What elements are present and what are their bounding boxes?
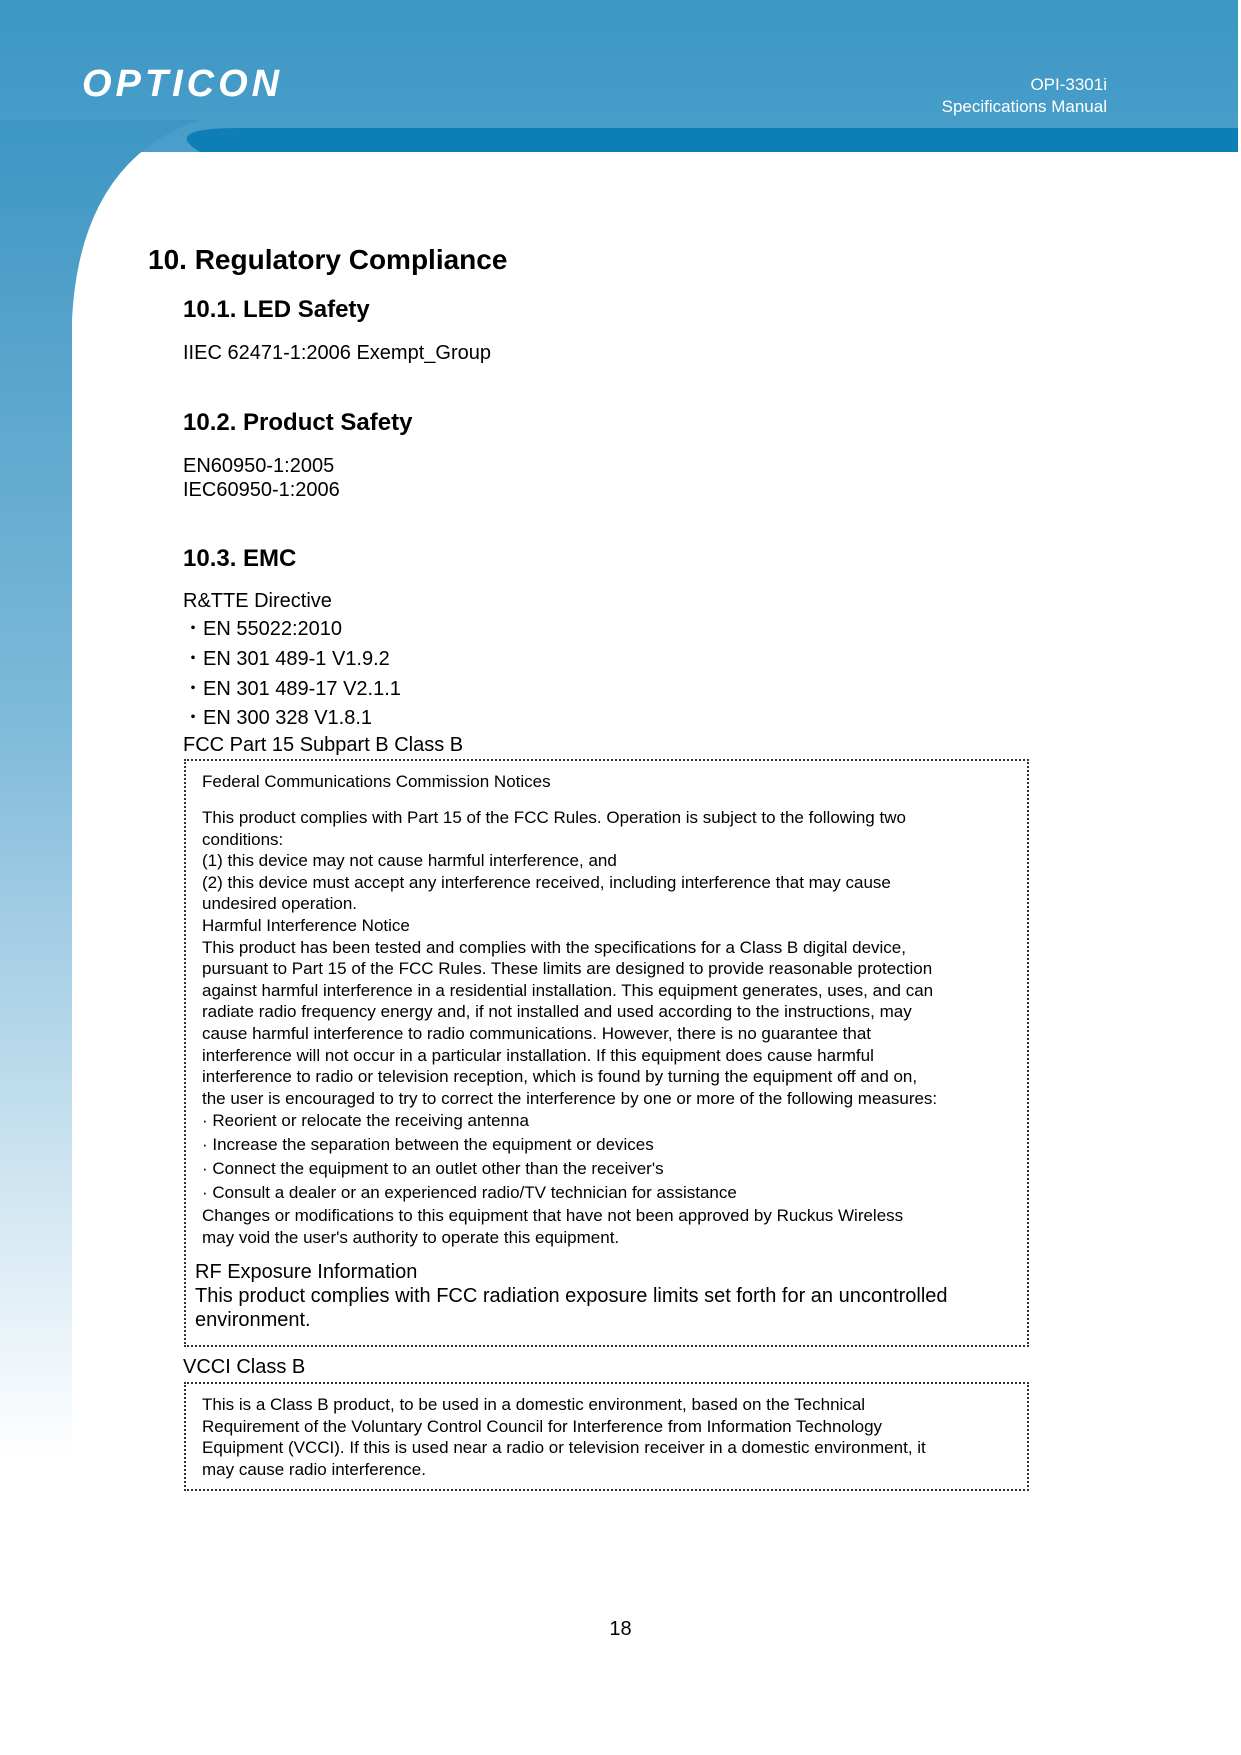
emc-standard-item: ・EN 300 328 V1.8.1 bbox=[183, 707, 373, 729]
fcc-box-title: Federal Communications Commission Notices bbox=[202, 772, 551, 791]
fcc-box-line: interference will not occur in a particular installation. If this equipment does cause harmful bbox=[202, 1045, 874, 1065]
fcc-measure: · Increase the separation between the equipment or devices bbox=[202, 1135, 654, 1154]
fcc-box-line: (2) this device must accept any interference received, including interference that may cause bbox=[202, 872, 891, 892]
emc-standard-item: ・EN 301 489-17 V2.1.1 bbox=[183, 678, 401, 700]
fcc-measure: · Reorient or relocate the receiving antenna bbox=[202, 1111, 529, 1130]
led-safety-heading: 10.1. LED Safety bbox=[183, 296, 370, 323]
vcci-line: This is a Class B product, to be used in a domestic environment, based on the Technical bbox=[202, 1395, 866, 1414]
svg-text:OPTICON: OPTICON bbox=[82, 64, 284, 102]
doc-title: Specifications Manual bbox=[941, 97, 1107, 116]
rf-exposure-line: This product complies with FCC radiation exposure limits set forth for an uncontrolled bbox=[195, 1285, 948, 1307]
fcc-box-line: conditions: bbox=[202, 829, 284, 849]
product-safety-line: IEC60950-1:2006 bbox=[183, 479, 340, 501]
fcc-box-line: radiate radio frequency energy and, if not installed and used according to the instructions, may bbox=[202, 1002, 912, 1022]
emc-standard-item: ・EN 55022:2010 bbox=[183, 618, 343, 640]
fcc-box-line: This product has been tested and complies with the specifications for a Class B digital device, bbox=[202, 937, 906, 957]
fcc-label: FCC Part 15 Subpart B Class B bbox=[183, 734, 464, 756]
fcc-measure: · Consult a dealer or an experienced radio/TV technician for assistance bbox=[202, 1183, 737, 1202]
fcc-box-line: undesired operation. bbox=[202, 894, 358, 914]
emc-heading: 10.3. EMC bbox=[183, 545, 297, 572]
rf-exposure-line: environment. bbox=[195, 1309, 311, 1331]
emc-directive: R&TTE Directive bbox=[183, 590, 332, 612]
product-safety-line: EN60950-1:2005 bbox=[183, 455, 335, 477]
fcc-box-line: the user is encouraged to try to correct the interference by one or more of the following measures: bbox=[202, 1088, 938, 1108]
fcc-box-line: pursuant to Part 15 of the FCC Rules. These limits are designed to provide reasonable protection bbox=[202, 959, 933, 979]
vcci-line: Equipment (VCCI). If this is used near a radio or television receiver in a domestic environment, it bbox=[202, 1438, 926, 1458]
fcc-box-line: Harmful Interference Notice bbox=[202, 916, 410, 935]
model-label: OPI-3301i bbox=[1030, 75, 1107, 94]
vcci-label: VCCI Class B bbox=[183, 1356, 306, 1378]
vcci-line: Requirement of the Voluntary Control Council for Interference from Information Technology bbox=[202, 1416, 883, 1436]
fcc-closing-line: Changes or modifications to this equipment that have not been approved by Ruckus Wireless bbox=[202, 1206, 904, 1225]
fcc-box-line: This product complies with Part 15 of the FCC Rules. Operation is subject to the following two bbox=[202, 808, 906, 827]
fcc-box-line: interference to radio or television reception, which is found by turning the equipment off and on, bbox=[202, 1067, 918, 1087]
rf-exposure-title: RF Exposure Information bbox=[195, 1261, 418, 1283]
emc-standard-item: ・EN 301 489-1 V1.9.2 bbox=[183, 648, 390, 670]
fcc-closing-line: may void the user's authority to operate this equipment. bbox=[202, 1227, 620, 1247]
vcci-line: may cause radio interference. bbox=[202, 1459, 426, 1479]
fcc-notice-box bbox=[184, 759, 1029, 1347]
section-title: 10. Regulatory Compliance bbox=[148, 244, 508, 275]
led-safety-text: IIEC 62471-1:2006 Exempt_Group bbox=[183, 342, 491, 364]
side-gradient-decoration bbox=[0, 120, 200, 1460]
opticon-logo bbox=[82, 64, 392, 102]
vcci-notice-box bbox=[184, 1382, 1029, 1491]
document-info bbox=[942, 74, 1107, 118]
product-safety-heading: 10.2. Product Safety bbox=[183, 409, 413, 436]
fcc-box-line: cause harmful interference to radio communications. However, there is no guarantee that bbox=[202, 1024, 872, 1043]
fcc-measure: · Connect the equipment to an outlet other than the receiver's bbox=[202, 1159, 664, 1178]
page-number: 18 bbox=[609, 1618, 632, 1640]
fcc-box-line: against harmful interference in a residential installation. This equipment generates, uses, and can bbox=[202, 980, 934, 1000]
fcc-box-line: (1) this device may not cause harmful interference, and bbox=[202, 851, 617, 871]
